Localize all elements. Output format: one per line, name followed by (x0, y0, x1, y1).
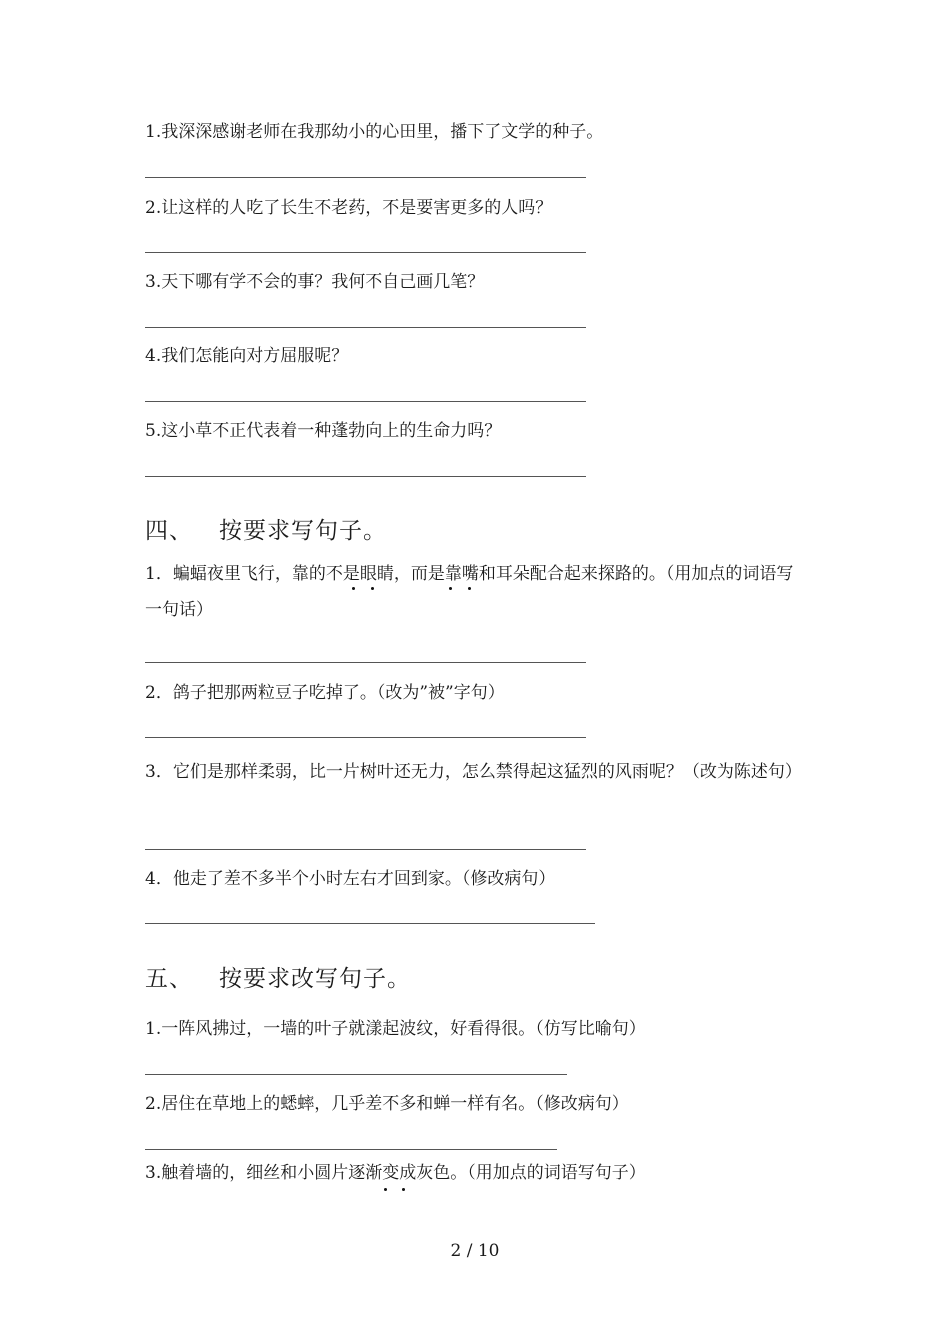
answer-line (145, 849, 586, 850)
question-4-2: 2．鸽子把那两粒豆子吃掉了。（改为”被”字句） (145, 683, 505, 703)
section-5-heading (145, 964, 411, 994)
answer-line (145, 1074, 567, 1075)
emphasis-dot (402, 1188, 405, 1191)
question-5-2: 2.居住在草地上的蟋蟀，几乎差不多和蝉一样有名。（修改病句） (145, 1094, 629, 1114)
section-4-heading (145, 516, 387, 546)
answer-line (145, 252, 586, 253)
section-4-title: 按要求写句子。 (219, 518, 387, 544)
question-5-3: 3.触着墙的，细丝和小圆片逐渐变成灰色。（用加点的词语写句子） (145, 1163, 646, 1183)
emphasis-dot (449, 587, 452, 590)
answer-line (145, 401, 586, 402)
question-3-3: 3.天下哪有学不会的事？我何不自己画几笔？ (145, 272, 485, 292)
answer-line (145, 177, 586, 178)
answer-line (145, 662, 586, 663)
answer-line (145, 737, 586, 738)
question-3-5: 5.这小草不正代表着一种蓬勃向上的生命力吗？ (145, 421, 502, 441)
question-3-4: 4.我们怎能向对方屈服呢？ (145, 346, 349, 366)
question-4-4: 4．他走了差不多半个小时左右才回到家。（修改病句） (145, 869, 556, 889)
page-number: 2 / 10 (450, 1241, 500, 1261)
emphasis-dot (468, 587, 471, 590)
emphasis-dot (352, 587, 355, 590)
question-4-1: 1．蝙蝠夜里飞行，靠的不是眼睛，而是靠嘴和耳朵配合起来探路的。（用加点的词语写一句话） (145, 564, 794, 620)
emphasis-dot (371, 587, 374, 590)
section-5-title: 按要求改写句子。 (219, 966, 411, 992)
emphasis-dot (384, 1188, 387, 1191)
question-5-1: 1.一阵风拂过，一墙的叶子就漾起波纹，好看得很。（仿写比喻句） (145, 1019, 646, 1039)
section-5-number: 五、 (145, 966, 193, 992)
answer-line (145, 327, 586, 328)
section-4-number: 四、 (145, 518, 193, 544)
question-3-1: 1.我深深感谢老师在我那幼小的心田里，播下了文学的种子。 (145, 122, 604, 142)
question-4-3: 3．它们是那样柔弱，比一片树叶还无力，怎么禁得起这猛烈的风雨呢？（改为陈述句） (145, 762, 802, 782)
answer-line (145, 923, 595, 924)
answer-line (145, 476, 586, 477)
question-3-2: 2.让这样的人吃了长生不老药，不是要害更多的人吗？ (145, 198, 553, 218)
answer-line (145, 1149, 557, 1150)
